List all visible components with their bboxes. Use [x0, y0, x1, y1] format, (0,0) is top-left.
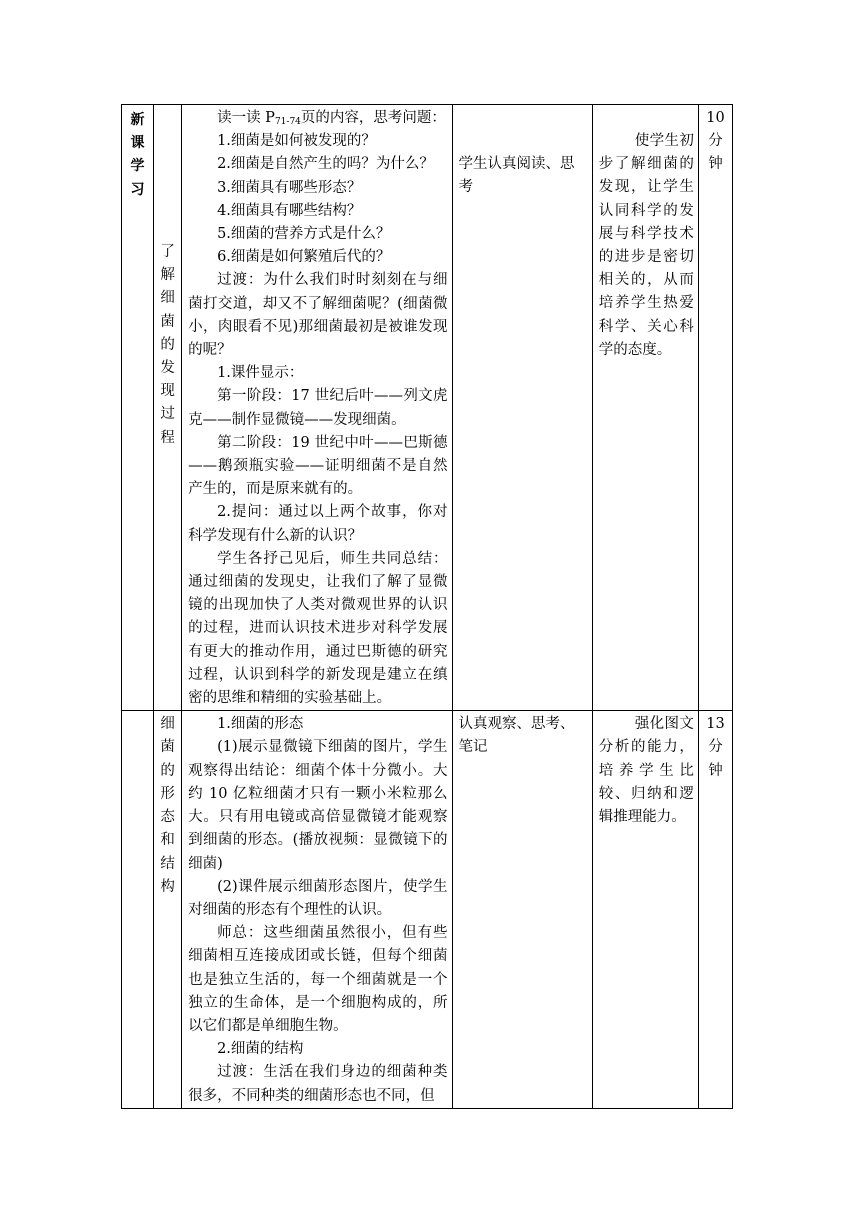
content-paragraph: 1.细菌的形态: [217, 716, 304, 733]
time-unit-char: 分: [708, 133, 723, 150]
topic-char: 细: [160, 716, 175, 733]
content-paragraph: (1)展示显微镜下细菌的图片，学生观察得出结论：细菌个体十分微小。大约 10 亿粒细菌才只有一颗小米粒那么大。只有用电镜或高倍显微镜才能观察到细菌的形态。(播放视频：显微镜下的细菌): [188, 739, 448, 872]
time-unit-char: 钟: [708, 762, 723, 779]
topic-char: 的: [160, 762, 175, 779]
topic-char: 态: [160, 809, 175, 826]
topic-char: 解: [160, 267, 175, 284]
content-paragraph: 1.细菌是如何被发现的？: [217, 133, 376, 150]
content-paragraph: 读一读 $P_{71-74}$页的内容，思考问题：: [217, 110, 446, 127]
topic-char: 过: [160, 406, 175, 423]
topic-char: 形: [160, 785, 175, 802]
section-label-char: 习: [130, 181, 145, 198]
content-paragraph: 1.课件显示：: [217, 365, 304, 382]
content-paragraph: 2.细菌的结构: [217, 1041, 304, 1058]
time-value: 13: [706, 716, 725, 733]
content-paragraph: 第二阶段：19 世纪中叶——巴斯德——鹅颈瓶实验——证明细菌不是自然产生的，而是原来就有的。: [188, 434, 448, 498]
topic-char: 菌: [160, 313, 175, 330]
section-label-char: 学: [130, 158, 145, 175]
topic-char: 构: [160, 878, 175, 895]
student-activity-cell: 学生认真阅读、思考: [452, 105, 592, 711]
topic-char: 现: [160, 383, 175, 400]
topic-cell: [154, 105, 182, 711]
content-paragraph: 5.细菌的营养方式是什么？: [217, 226, 391, 243]
time-cell: [698, 105, 732, 711]
table-row: [122, 711, 733, 1108]
topic-char: 和: [160, 832, 175, 849]
content-paragraph: 2.细菌是自然产生的吗？为什么？: [217, 156, 434, 173]
topic-char: 结: [160, 855, 175, 872]
topic-char: 了: [160, 244, 175, 260]
lesson-plan-table: [121, 104, 733, 1109]
time-cell: [698, 711, 732, 1108]
purpose-text: 使学生初步了解细菌的发现，让学生认同科学的发展与科学技术的进步是密切相关的，从而培养学生热爱科学、关心科学的态度。: [598, 133, 694, 358]
section-label-cell: [122, 105, 154, 711]
purpose-text: 强化图文分析的能力，培养学生比较、归纳和逻辑推理能力。: [598, 716, 694, 826]
student-activity-cell: 认真观察、思考、笔记: [452, 711, 592, 1108]
topic-char: 程: [160, 429, 175, 446]
content-paragraph: 6.细菌是如何繁殖后代的？: [217, 249, 391, 266]
content-paragraph: 过渡：为什么我们时时刻刻在与细菌打交道，却又不了解细菌呢？(细菌微小，肉眼看不见)那细菌最初是被谁发现的呢？: [188, 272, 448, 359]
topic-char: 发: [160, 360, 175, 377]
time-value: 10: [706, 110, 725, 126]
table-row: [122, 105, 733, 711]
time-unit-char: 分: [708, 739, 723, 756]
content-paragraph: 3.细菌具有哪些形态？: [217, 179, 362, 196]
section-label-char: 新: [130, 112, 145, 128]
topic-char: 的: [160, 336, 175, 353]
content-paragraph: 第一阶段：17 世纪后叶——列文虎克——制作显微镜——发现细菌。: [188, 388, 448, 428]
design-purpose-cell: [592, 105, 698, 711]
content-paragraph: 师总：这些细菌虽然很小，但有些细菌相互连接成团或长链，但每个细菌也是独立生活的，每一个细菌就是一个独立的生命体，是一个细胞构成的，所以它们都是单细胞生物。: [188, 925, 448, 1034]
content-paragraph: 2.提问：通过以上两个故事，你对科学发现有什么新的认识？: [188, 504, 448, 544]
teaching-content-cell: [182, 105, 452, 711]
design-purpose-cell: [592, 711, 698, 1108]
content-paragraph: 4.细菌具有哪些结构？: [217, 202, 362, 219]
topic-char: 菌: [160, 739, 175, 756]
content-paragraph: (2)课件展示细菌形态图片，使学生对细菌的形态有个理性的认识。: [188, 878, 448, 918]
time-unit-char: 钟: [708, 156, 723, 173]
topic-cell: [154, 711, 182, 1108]
topic-char: 细: [160, 290, 175, 307]
section-label-cell-empty: [122, 711, 154, 1108]
content-paragraph: 学生各抒己见后，师生共同总结：通过细菌的发现史，让我们了解了显微镜的出现加快了人类对微观世界的认识的过程，进而认识技术进步对科学发展有更大的推动作用，通过巴斯德的研究过程，认识到科学的新发现是建立在缜密的思维和精细的实验基础上。: [188, 550, 448, 707]
section-label-char: 课: [130, 135, 145, 152]
teaching-content-cell: [182, 711, 452, 1108]
content-paragraph: 过渡：生活在我们身边的细菌种类很多，不同种类的细菌形态也不同，但: [188, 1064, 448, 1104]
